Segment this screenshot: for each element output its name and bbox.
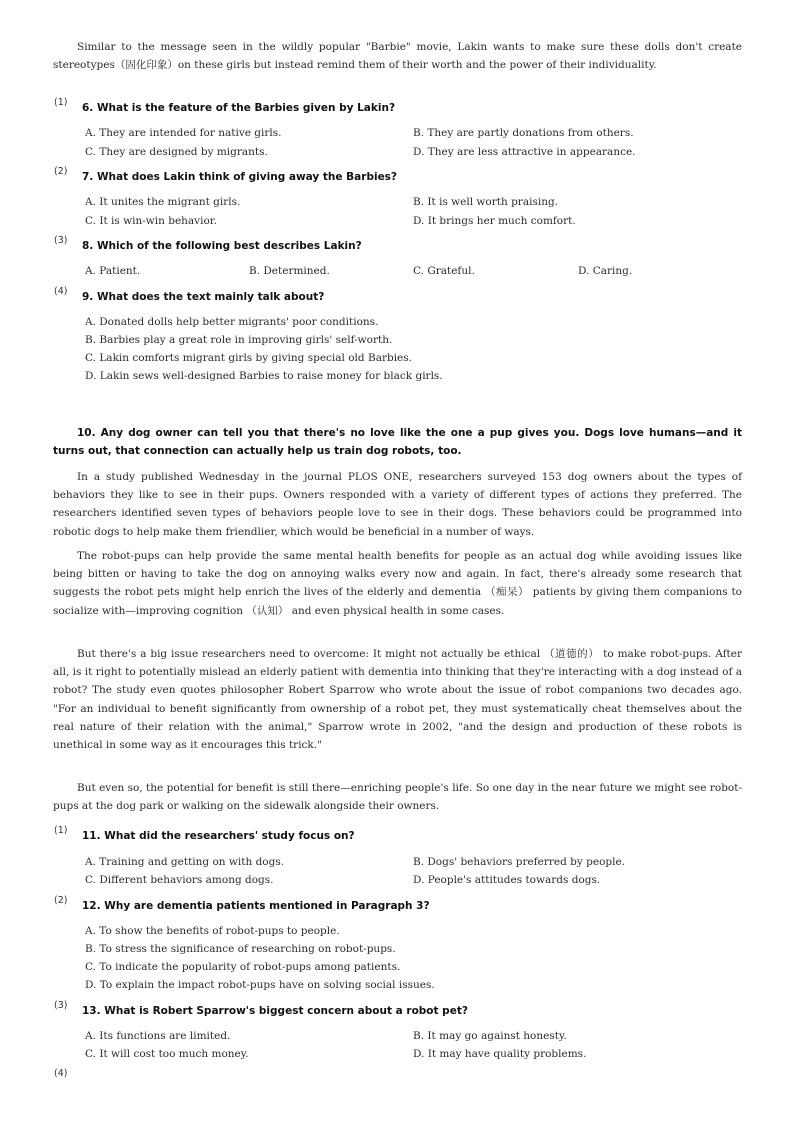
option-c[interactable]: C. It is win-win behavior. xyxy=(85,215,217,227)
question-number: (3) xyxy=(54,1000,68,1011)
option-c[interactable]: C. They are designed by migrants. xyxy=(85,146,268,158)
option-d[interactable]: D. Lakin sews well-designed Barbies to raise money for black girls. xyxy=(85,370,443,382)
option-a[interactable]: A. Training and getting on with dogs. xyxy=(85,856,285,868)
option-a[interactable]: A. They are intended for native girls. xyxy=(85,127,282,139)
option-a[interactable]: A. Donated dolls help better migrants' poor conditions. xyxy=(85,316,379,328)
option-c[interactable]: C. Different behaviors among dogs. xyxy=(85,874,274,886)
option-b[interactable]: B. They are partly donations from others. xyxy=(413,127,634,139)
question-number: (4) xyxy=(54,1068,68,1079)
option-d[interactable]: D. Caring. xyxy=(578,265,633,277)
question-number: (4) xyxy=(54,286,68,297)
question-number: (1) xyxy=(54,97,68,108)
passage-b-paragraph-2: The robot-pups can help provide the same mental health benefits for people as an actual dog while avoiding issues like being bitten or having to take the dog on annoying walks every now and again. In fact, there's already some research that suggests the robot pets might help enrich the lives of the elderly and dementia （痴呆） patients by giving them companions to socialize with—improving cognition （认知） and even physical health in some cases. xyxy=(53,550,742,617)
option-b[interactable]: B. Determined. xyxy=(249,265,330,277)
question-number: (2) xyxy=(54,166,68,177)
option-d[interactable]: D. People's attitudes towards dogs. xyxy=(413,874,601,886)
option-a[interactable]: A. It unites the migrant girls. xyxy=(85,196,241,208)
option-c[interactable]: C. Lakin comforts migrant girls by giving special old Barbies. xyxy=(85,352,412,364)
option-c[interactable]: C. To indicate the popularity of robot-pups among patients. xyxy=(85,961,401,973)
passage-b-paragraph-3: But there's a big issue researchers need to overcome: It might not actually be ethical （道德的） to make robot-pups. After all, is it right to potentially mislead an elderly patient with dementia into thinking that they're interacting with a dog instead of a robot? The study even quotes philosopher Robert Sparrow who wrote about the issue of robot companions two decades ago. "For an individual to benefit significantly from ownership of a robot pet, they must systematically cheat themselves about the real nature of their relation with the animal," Sparrow wrote in 2002, "and the design and production of these robots is unethical in some way as it encourages this trick." xyxy=(53,648,742,752)
option-d[interactable]: D. It may have quality problems. xyxy=(413,1048,587,1060)
option-b[interactable]: B. Dogs' behaviors preferred by people. xyxy=(413,856,626,868)
option-a[interactable]: A. Its functions are limited. xyxy=(85,1030,231,1042)
option-c[interactable]: C. It will cost too much money. xyxy=(85,1048,249,1060)
question-number: (2) xyxy=(54,895,68,906)
option-a[interactable]: A. To show the benefits of robot-pups to people. xyxy=(85,925,340,937)
question-text: 7. What does Lakin think of giving away the Barbies? xyxy=(82,171,398,183)
passage-a-paragraph: Similar to the message seen in the wildly popular "Barbie" movie, Lakin wants to make sure these dolls don't create stereotypes（固化印象）on these girls but instead remind them of their worth and the power of their individuality. xyxy=(53,41,742,72)
option-d[interactable]: D. To explain the impact robot-pups have on solving social issues. xyxy=(85,979,435,991)
question-text: 9. What does the text mainly talk about? xyxy=(82,291,325,303)
option-d[interactable]: D. It brings her much comfort. xyxy=(413,215,576,227)
option-d[interactable]: D. They are less attractive in appearance. xyxy=(413,146,636,158)
option-b[interactable]: B. To stress the significance of researching on robot-pups. xyxy=(85,943,396,955)
question-text: 6. What is the feature of the Barbies given by Lakin? xyxy=(82,102,396,114)
option-c[interactable]: C. Grateful. xyxy=(413,265,475,277)
question-number: (1) xyxy=(54,825,68,836)
passage-b-paragraph-4: But even so, the potential for benefit is still there—enriching people's life. So one day in the near future we might see robot-pups at the dog park or walking on the sidewalk alongside their owners. xyxy=(53,782,742,813)
option-a[interactable]: A. Patient. xyxy=(85,265,141,277)
passage-b-paragraph-1: In a study published Wednesday in the journal PLOS ONE, researchers surveyed 153 dog owners about the types of behaviors they like to see in their pups. Owners responded with a variety of different types of actions they preferred. The researchers identified seven types of behaviors people love to see in their dogs. These behaviors could be programmed into robotic dogs to help make them friendlier, which would be beneficial in a number of ways. xyxy=(53,471,742,538)
question-text: 11. What did the researchers' study focus on? xyxy=(82,830,355,842)
question-text: 13. What is Robert Sparrow's biggest concern about a robot pet? xyxy=(82,1005,468,1017)
option-b[interactable]: B. It is well worth praising. xyxy=(413,196,559,208)
option-b[interactable]: B. It may go against honesty. xyxy=(413,1030,567,1042)
question-text: 8. Which of the following best describes Lakin? xyxy=(82,240,362,252)
question-number: (3) xyxy=(54,235,68,246)
question-text: 12. Why are dementia patients mentioned in Paragraph 3? xyxy=(82,900,430,912)
passage-b-intro: 10. Any dog owner can tell you that there's no love like the one a pup gives you. Dogs love humans—and it turns out, that connection can actually help us train dog robots, too. xyxy=(53,427,742,458)
option-b[interactable]: B. Barbies play a great role in improving girls' self-worth. xyxy=(85,334,393,346)
